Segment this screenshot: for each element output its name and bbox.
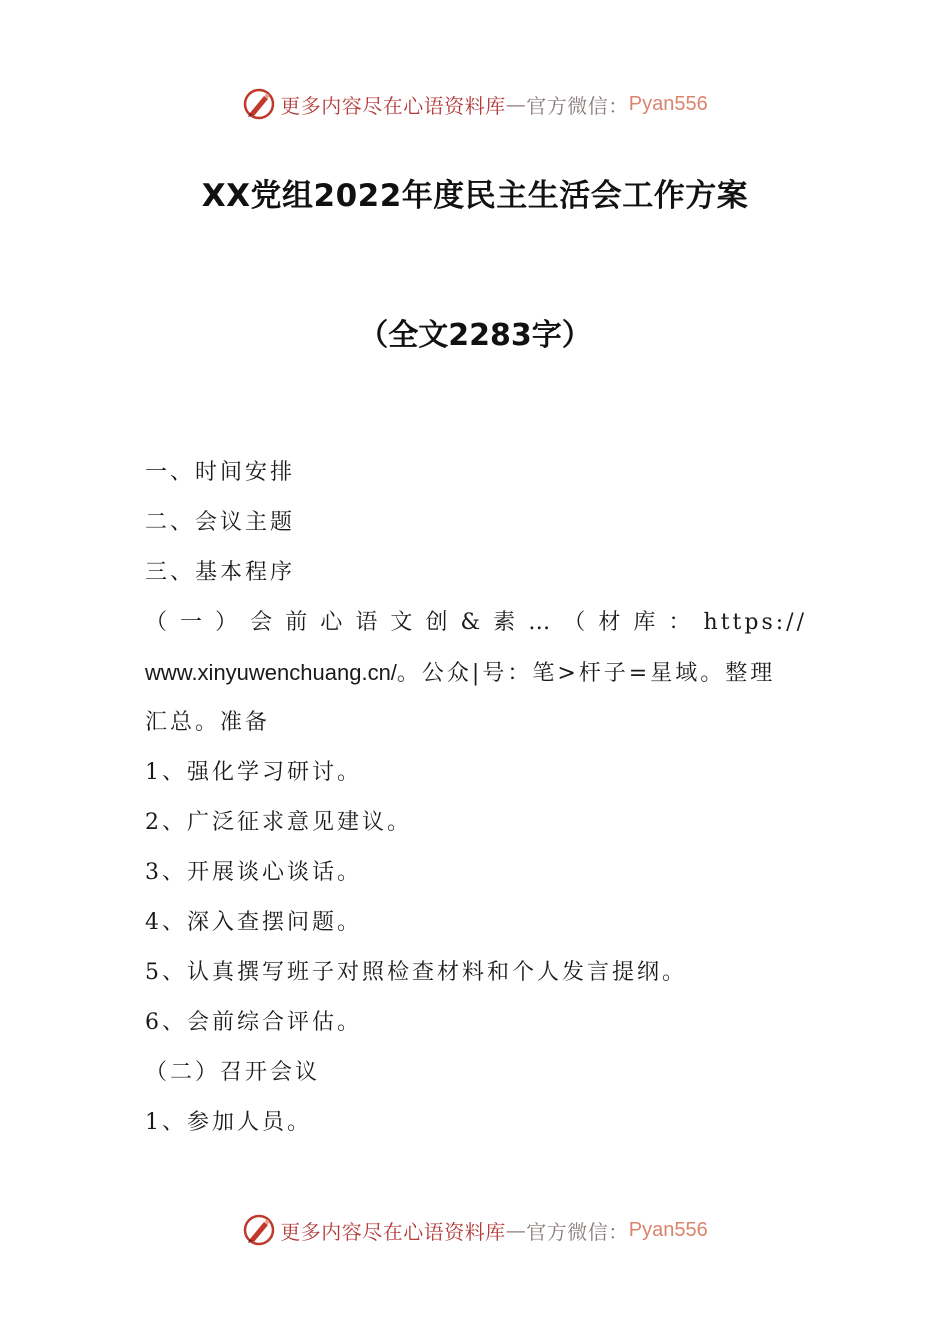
list-item-participants: 1、参加人员。 <box>145 1110 312 1135</box>
banner-promo-text: 更多内容尽在心语资料库 <box>280 1219 506 1244</box>
list-item-3: 3、开展谈心谈话。 <box>145 860 362 885</box>
subsection-heading-prep: （一）会前心语文创&素…（材库：https:// <box>145 610 807 635</box>
list-item-4: 4、深入查摆问题。 <box>145 910 362 935</box>
banner-promo-text: 更多内容尽在心语资料库 <box>280 93 506 118</box>
header-watermark-banner <box>0 82 950 126</box>
pen-logo-icon <box>242 87 276 121</box>
banner-account-id: Pyan556 <box>628 92 708 115</box>
list-item-2: 2、广泛征求意见建议。 <box>145 810 412 835</box>
list-item-1: 1、强化学习研讨。 <box>145 760 362 785</box>
document-title: XX党组2022年度民主生活会工作方案 <box>201 178 749 214</box>
banner-dash: — <box>505 1218 527 1242</box>
list-item-6: 6、会前综合评估。 <box>145 1010 362 1035</box>
banner-official-label: 官方微信： <box>526 1219 629 1244</box>
section-heading-procedure: 三、基本程序 <box>145 560 296 585</box>
section-heading-theme: 二、会议主题 <box>145 510 296 535</box>
website-url: www.xinyuwenchuang.cn/ <box>145 660 397 685</box>
subsection-heading-meeting: （二）召开会议 <box>145 1060 321 1085</box>
paragraph-line-account: 。公众|号：笔>杆子=星域。整理 <box>396 661 776 686</box>
paragraph-line-url <box>145 648 807 698</box>
document-body <box>145 448 807 1148</box>
footer-watermark-banner <box>0 1208 950 1252</box>
banner-dash: — <box>505 92 527 116</box>
banner-official-label: 官方微信： <box>526 93 629 118</box>
banner-account-id: Pyan556 <box>628 1218 708 1241</box>
paragraph-line-summary: 汇总。准备 <box>145 710 271 735</box>
list-item-5: 5、认真撰写班子对照检查材料和个人发言提纲。 <box>145 960 687 985</box>
section-heading-time: 一、时间安排 <box>145 460 296 485</box>
document-subtitle: （全文2283字） <box>358 318 592 353</box>
pen-logo-icon <box>242 1213 276 1247</box>
